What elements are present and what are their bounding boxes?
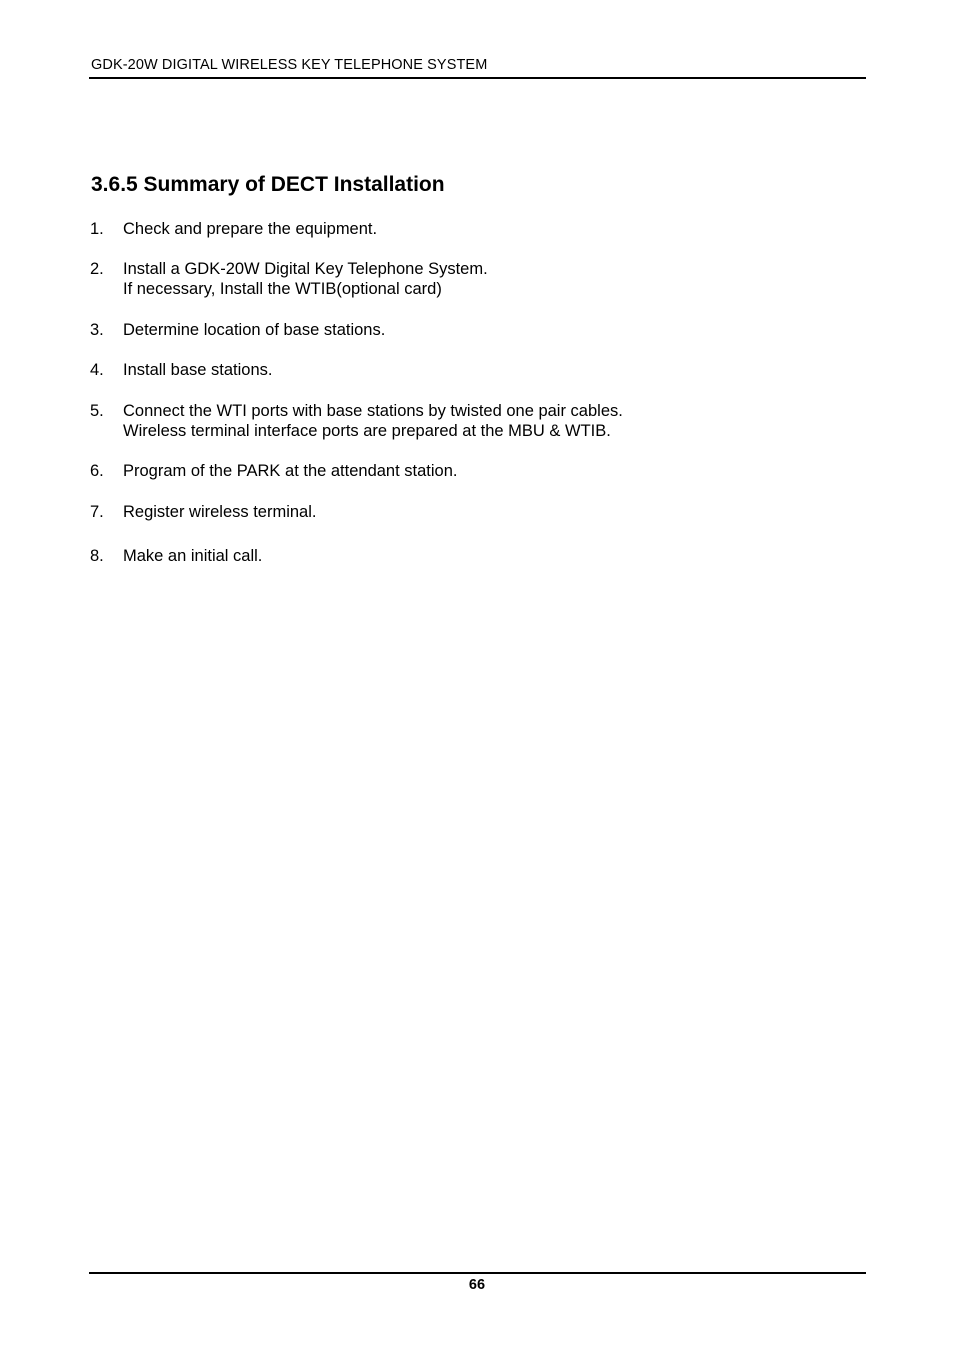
step-text bbox=[123, 401, 623, 441]
header-divider bbox=[89, 77, 866, 79]
step-line: Program of the PARK at the attendant station. bbox=[123, 462, 458, 480]
step-text bbox=[123, 502, 316, 522]
step-line: Connect the WTI ports with base stations by twisted one pair cables. bbox=[123, 402, 623, 420]
step-line: Wireless terminal interface ports are prepared at the MBU & WTIB. bbox=[123, 422, 611, 440]
step-line: Determine location of base stations. bbox=[123, 321, 386, 339]
step-text bbox=[123, 546, 262, 566]
step-line: Register wireless terminal. bbox=[123, 503, 317, 521]
step-line: Install a GDK-20W Digital Key Telephone System. bbox=[123, 260, 488, 278]
step-line: Check and prepare the equipment. bbox=[123, 220, 378, 238]
step-number: 5. bbox=[90, 402, 104, 420]
step-number: 8. bbox=[90, 547, 104, 565]
section-title: 3.6.5 Summary of DECT Installation bbox=[91, 173, 445, 196]
step-number: 1. bbox=[90, 220, 104, 238]
page-number: 66 bbox=[468, 1277, 486, 1293]
step-number: 6. bbox=[90, 462, 104, 480]
step-line: Install base stations. bbox=[123, 361, 273, 379]
step-number: 4. bbox=[90, 361, 104, 379]
step-line: If necessary, Install the WTIB(optional card) bbox=[123, 280, 442, 298]
step-number: 3. bbox=[90, 321, 104, 339]
step-text bbox=[123, 320, 385, 340]
step-text bbox=[123, 219, 377, 239]
step-line: Make an initial call. bbox=[123, 547, 263, 565]
step-number: 2. bbox=[90, 260, 104, 278]
header-title: GDK-20W DIGITAL WIRELESS KEY TELEPHONE SYSTEM bbox=[91, 57, 488, 73]
step-text bbox=[123, 259, 488, 299]
step-number: 7. bbox=[90, 503, 104, 521]
footer-divider bbox=[89, 1272, 866, 1274]
step-text bbox=[123, 360, 273, 380]
step-text bbox=[123, 461, 457, 481]
